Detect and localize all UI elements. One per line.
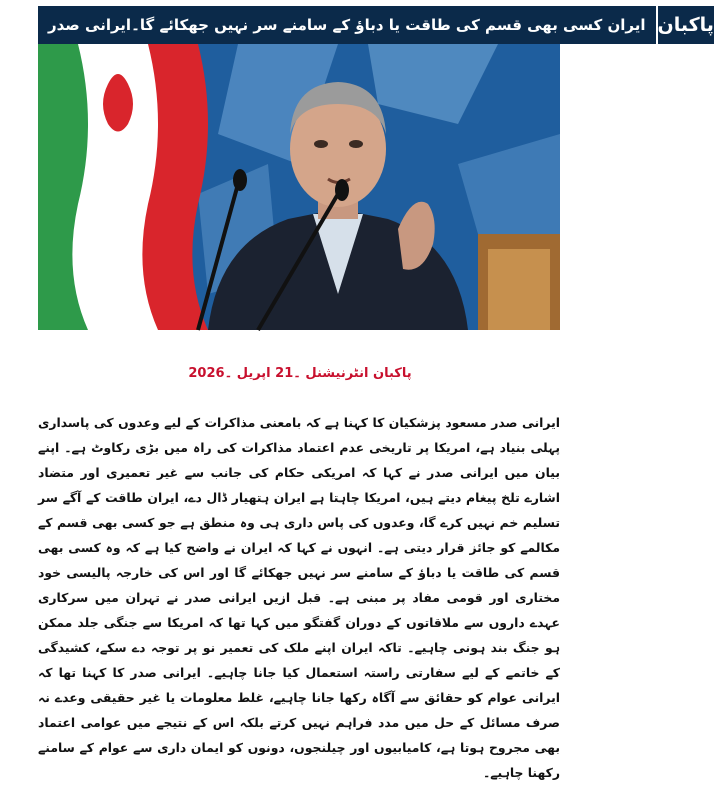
headline: ایران کسی بھی قسم کی طاقت یا دباؤ کے سامنے سر نہیں جھکائے گا۔ایرانی صدر [38,6,656,44]
article-body: ایرانی صدر مسعود پزشکیان کا کہنا ہے کہ بامعنی مذاکرات کے لیے وعدوں کی پاسداری پہلی بنیاد ہے، امریکا پر تاریخی عدم اعتماد مذاکرات کی راہ میں بڑی رکاوٹ ہے۔ اپنے بیان میں ایرانی صدر نے کہا کہ امریکی حکام کی جانب سے غیر تعمیری اور متضاد اشارے تلخ پیغام دیتے ہیں، امریکا چاہتا ہے ایران ہتھیار ڈال دے، ایران طاقت کے آگے سر تسلیم خم نہیں کرے گا، وعدوں کی پاس داری ہی وہ منطق ہے جو کسی بھی قسم کے مکالمے کو جائز قرار دیتی ہے۔ انہوں نے کہا کہ ایران نے واضح کیا ہے کہ وہ کسی بھی قسم کی طاقت یا دباؤ کے سامنے سر نہیں جھکائے گا اور اس کی خارجہ پالیسی خود مختاری اور قومی مفاد پر مبنی ہے۔ قبل ازیں ایرانی صدر نے تہران میں سرکاری عہدے داروں سے ملاقاتوں کے دوران گفتگو میں کہا تھا کہ امریکا سے جنگی جلد ممکن ہو جنگ بند ہونی چاہیے۔ تاکہ ایران اپنے ملک کی تعمیر نو پر توجہ دے سکے، کشیدگی کے خاتمے کے لیے سفارتی راستہ استعمال کیا جانا چاہیے۔ ایرانی صدر کا کہنا تھا کہ ایرانی عوام کو حقائق سے آگاہ رکھا جانا چاہیے، غلط معلومات یا غیر حقیقی وعدے نہ صرف مسائل کے حل میں مدد فراہم نہیں کرتے بلکہ اس کے نتیجے میں عوامی اعتماد بھی مجروح ہوتا ہے، کامیابیوں اور چیلنجوں، دونوں کو ایمان داری سے عوام کے سامنے رکھنا چاہیے۔ [38,415,560,780]
brand-logo: پاکبان [656,6,714,44]
header-bar [38,6,714,44]
speaker-photo-icon [38,44,560,330]
byline-date: پاکبان انٹرنیشنل ۔21 اپریل ۔2026 [188,366,412,381]
news-photo [38,44,560,330]
